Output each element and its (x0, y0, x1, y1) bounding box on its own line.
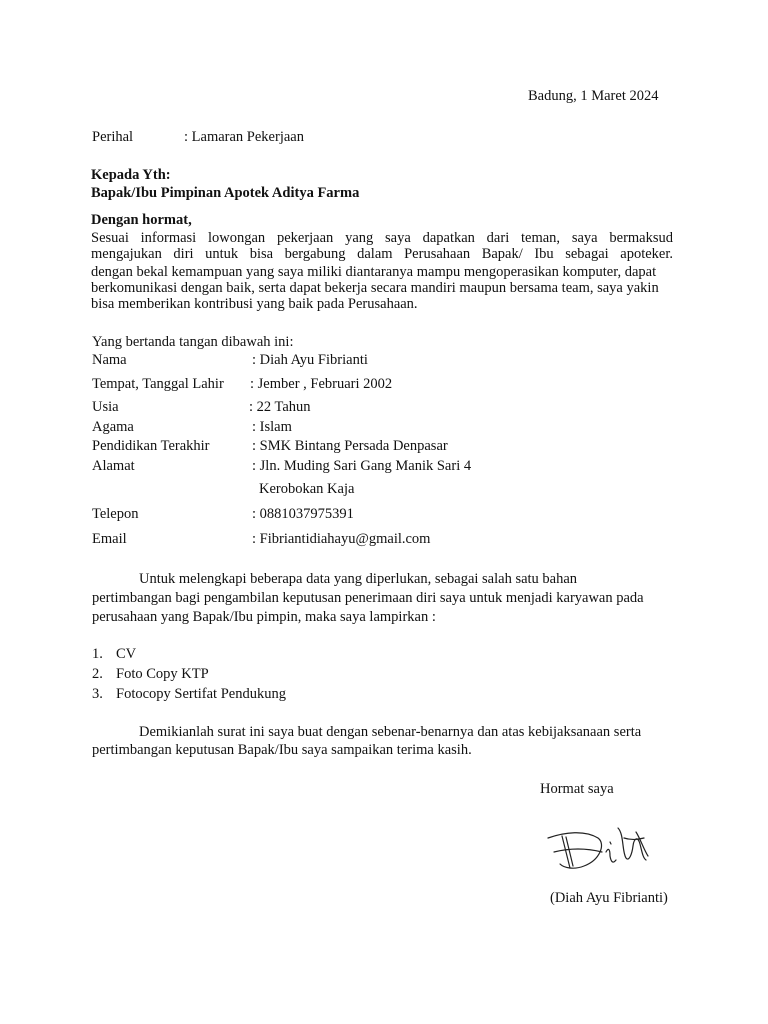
list-number: 3. (92, 686, 103, 702)
closing-line-2: pertimbangan keputusan Bapak/Ibu saya sampaikan terima kasih. (92, 742, 472, 758)
identity-intro: Yang bertanda tangan dibawah ini: (92, 334, 294, 350)
closing-line-1: Demikianlah surat ini saya buat dengan sebenar-benarnya dan atas kebijaksanaan serta (139, 724, 642, 740)
intro-line-5: bisa memberikan kontribusi yang baik pada Perusahaan. (91, 296, 418, 312)
identity-value: : Diah Ayu Fibrianti (252, 352, 368, 368)
identity-value: : 22 Tahun (249, 399, 311, 415)
identity-label: Nama (92, 352, 127, 368)
identity-label: Email (92, 531, 127, 547)
attachment-intro-line-3: perusahaan yang Bapak/Ibu pimpin, maka saya lampirkan : (92, 609, 436, 625)
attachment-intro-line-2: pertimbangan bagi pengambilan keputusan penerimaan diri saya untuk menjadi karyawan pada (92, 590, 644, 606)
identity-value: : Jln. Muding Sari Gang Manik Sari 4 (252, 458, 472, 474)
identity-label: Alamat (92, 458, 135, 474)
list-text: Fotocopy Sertifat Pendukung (116, 686, 286, 702)
list-number: 1. (92, 646, 103, 662)
list-text: Foto Copy KTP (116, 666, 209, 682)
subject-value: : Lamaran Pekerjaan (184, 129, 304, 145)
place-date: Badung, 1 Maret 2024 (528, 88, 659, 104)
identity-label: Usia (92, 399, 119, 415)
identity-value-continued: Kerobokan Kaja (259, 481, 355, 497)
list-text: CV (116, 646, 137, 662)
identity-label: Agama (92, 419, 134, 435)
identity-value: : Fibriantidiahayu@gmail.com (252, 531, 431, 547)
identity-label: Tempat, Tanggal Lahir (92, 376, 224, 392)
identity-value: : 0881037975391 (252, 506, 354, 522)
identity-value: : Jember , Februari 2002 (250, 376, 393, 392)
attachment-intro-line-1: Untuk melengkapi beberapa data yang diperlukan, sebagai salah satu bahan (139, 571, 578, 587)
recipient-line-1: Kepada Yth: (91, 167, 171, 183)
salutation: Hormat saya (540, 781, 614, 797)
intro-line-2: mengajukan diri untuk bisa bergabung dalam Perusahaan Bapak/ Ibu sebagai apoteker. (91, 246, 673, 262)
handwritten-signature (540, 808, 670, 878)
identity-value: : Islam (252, 419, 292, 435)
intro-line-4: berkomunikasi dengan baik, serta dapat bekerja secara mandiri maupun bersama team, saya yakin (91, 280, 659, 296)
identity-label: Pendidikan Terakhir (92, 438, 210, 454)
signer-name: (Diah Ayu Fibrianti) (550, 890, 668, 906)
intro-line-1: Sesuai informasi lowongan pekerjaan yang saya dapatkan dari teman, saya bermaksud (91, 230, 673, 246)
intro-line-3: dengan bekal kemampuan yang saya miliki diantaranya mampu mengoperasikan komputer, dapat (91, 264, 657, 280)
identity-label: Telepon (92, 506, 139, 522)
subject-label: Perihal (92, 129, 134, 145)
identity-value: : SMK Bintang Persada Denpasar (252, 438, 448, 454)
list-number: 2. (92, 666, 103, 682)
recipient-line-2: Bapak/Ibu Pimpinan Apotek Aditya Farma (91, 185, 360, 201)
greeting: Dengan hormat, (91, 212, 192, 228)
